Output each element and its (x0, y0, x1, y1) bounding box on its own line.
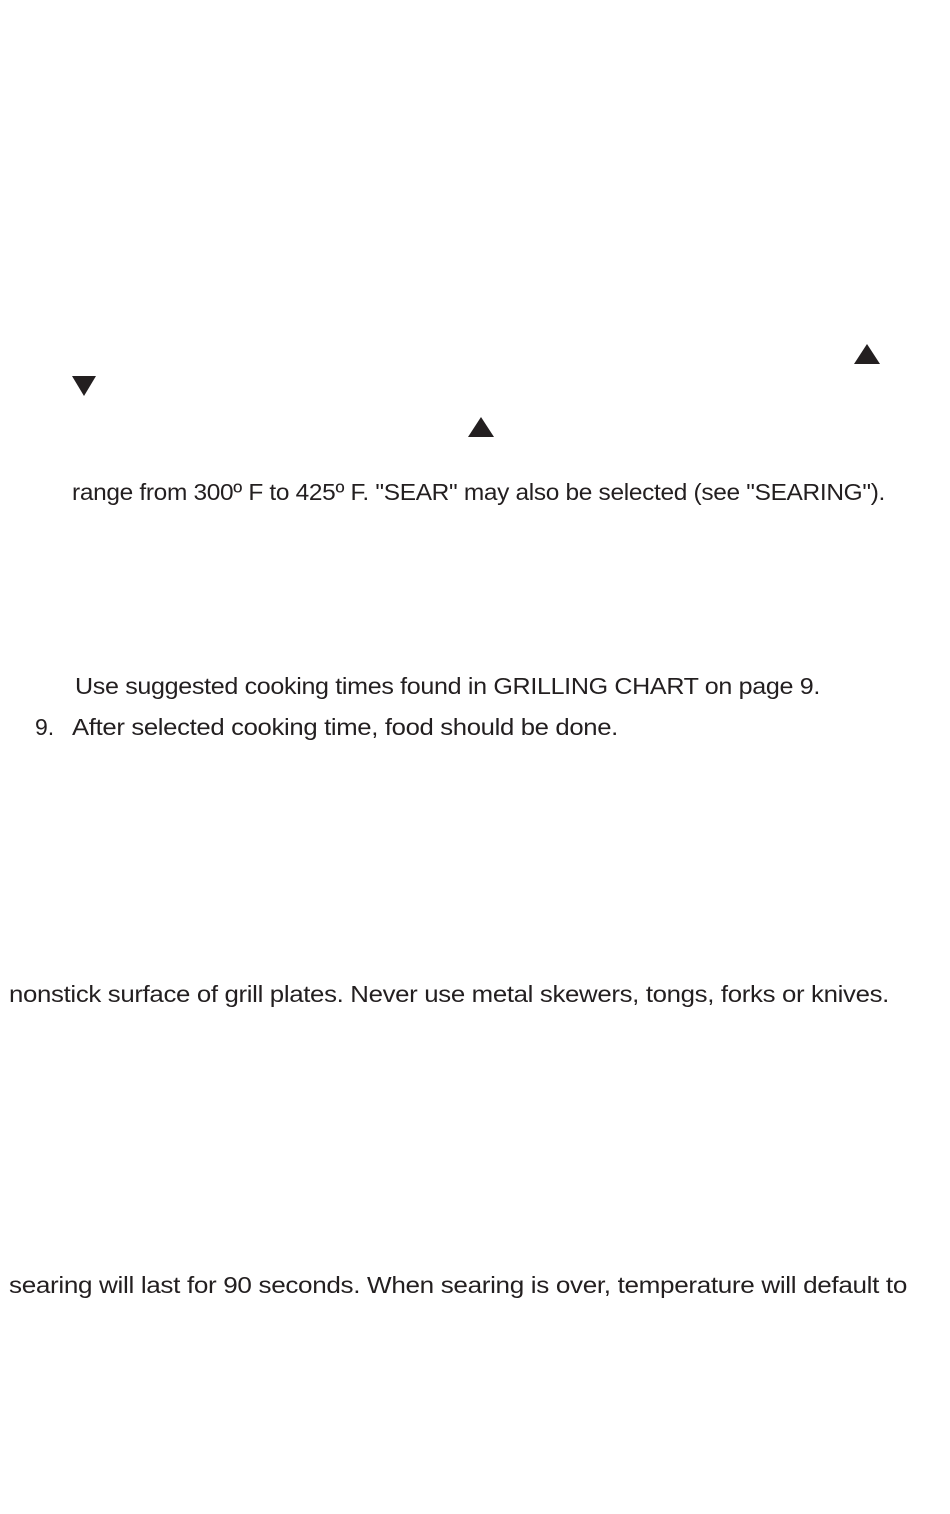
up-arrow-icon (854, 344, 880, 364)
step-number: 9. (35, 714, 55, 740)
step-9-text: After selected cooking time, food should be done. (72, 714, 618, 740)
cooking-times-text: Use suggested cooking times found in GRILLING CHART on page 9. (75, 673, 820, 699)
down-arrow-icon (72, 376, 96, 396)
utensils-warning-text: nonstick surface of grill plates. Never use metal skewers, tongs, forks or knives. (9, 981, 889, 1007)
temperature-range-text: range from 300º F to 425º F. "SEAR" may also be selected (see "SEARING"). (72, 479, 886, 505)
up-arrow-icon (468, 417, 494, 437)
searing-duration-text: searing will last for 90 seconds. When searing is over, temperature will default to (9, 1272, 907, 1298)
